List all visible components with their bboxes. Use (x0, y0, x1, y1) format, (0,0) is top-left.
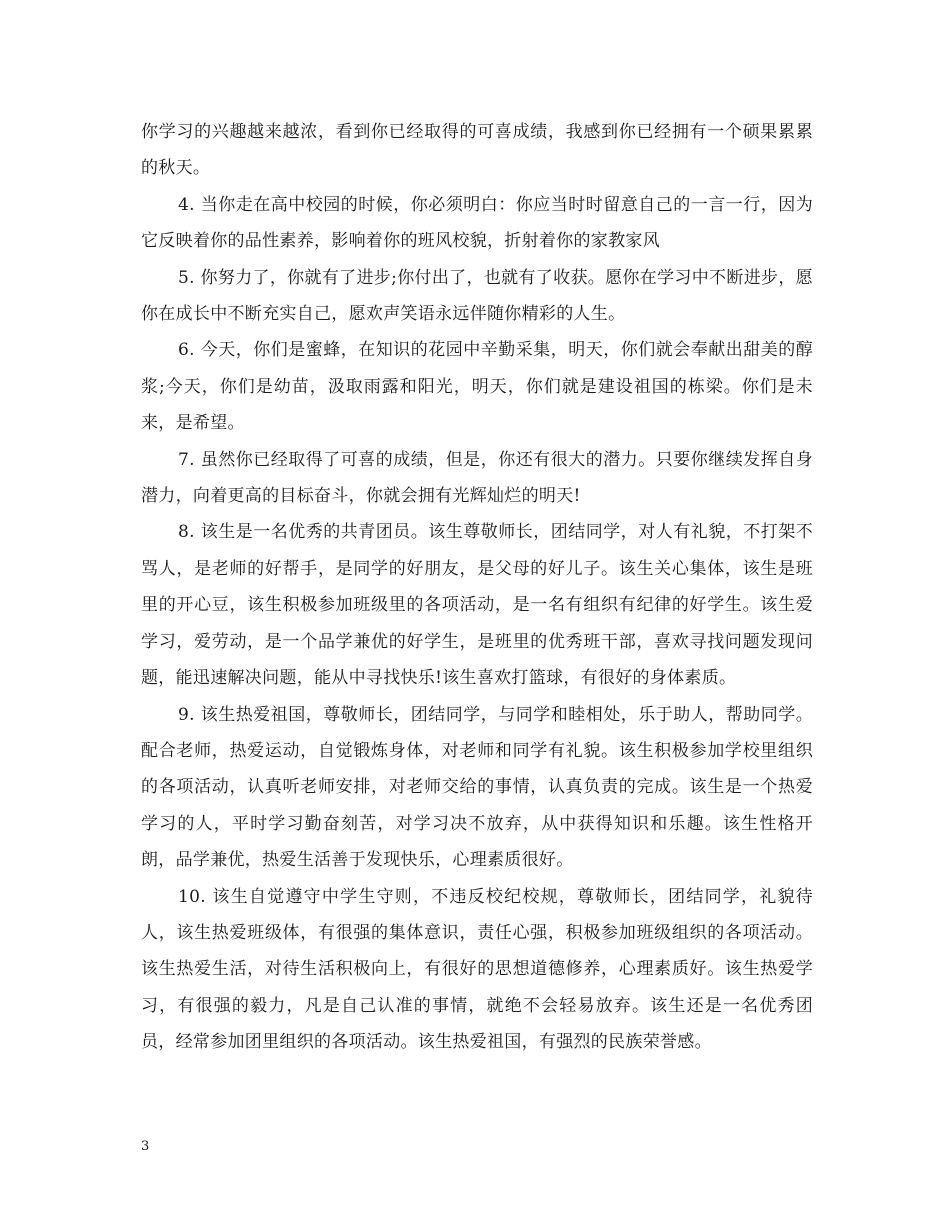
document-body (141, 114, 813, 1061)
paragraph-item-9: 9. 该生热爱祖国，尊敬师长，团结同学，与同学和睦相处，乐于助人，帮助同学。配合老师，热爱运动，自觉锻炼身体，对老师和同学有礼貌。该生积极参加学校里组织的各项活动，认真听老师安排，对老师交给的事情，认真负责的完成。该生是一个热爱学习的人，平时学习勤奋刻苦，对学习决不放弃，从中获得知识和乐趣。该生性格开朗，品学兼优，热爱生活善于发现快乐，心理素质很好。 (141, 704, 813, 871)
page-number: 3 (141, 1139, 150, 1154)
paragraph-item-5: 5. 你努力了，你就有了进步;你付出了，也就有了收获。愿你在学习中不断进步，愿你在成长中不断充实自己，愿欢声笑语永远伴随你精彩的人生。 (141, 267, 813, 325)
paragraph-item-7: 7. 虽然你已经取得了可喜的成绩，但是，你还有很大的潜力。只要你继续发挥自身潜力，向着更高的目标奋斗，你就会拥有光辉灿烂的明天! (141, 449, 813, 507)
paragraph-item-6: 6. 今天，你们是蜜蜂，在知识的花园中辛勤采集，明天，你们就会奉献出甜美的醇浆;今天，你们是幼苗，汲取雨露和阳光，明天，你们就是建设祖国的栋梁。你们是未来，是希望。 (141, 340, 813, 434)
paragraph-item-10: 10. 该生自觉遵守中学生守则，不违反校纪校规，尊敬师长，团结同学，礼貌待人，该生热爱班级体，有很强的集体意识，责任心强，积极参加班级组织的各项活动。该生热爱生活，对待生活积极向上，有很好的思想道德修养，心理素质好。该生热爱学习，有很强的毅力，凡是自己认准的事情，就绝不会轻易放弃。该生还是一名优秀团员，经常参加团里组织的各项活动。该生热爱祖国，有强烈的民族荣誉感。 (141, 886, 813, 1053)
paragraph-item-8: 8. 该生是一名优秀的共青团员。该生尊敬师长，团结同学，对人有礼貌，不打架不骂人，是老师的好帮手，是同学的好朋友，是父母的好儿子。该生关心集体，该生是班里的开心豆，该生积极参加班级里的各项活动，是一名有组织有纪律的好学生。该生爱学习，爱劳动，是一个品学兼优的好学生，是班里的优秀班干部，喜欢寻找问题发现问题，能迅速解决问题，能从中寻找快乐!该生喜欢打篮球，有很好的身体素质。 (141, 522, 813, 689)
paragraph-item-4: 4. 当你走在高中校园的时候，你必须明白：你应当时时留意自己的一言一行，因为它反映着你的品性素养，影响着你的班风校貌，折射着你的家教家风 (141, 194, 813, 252)
paragraph-continuation: 你学习的兴趣越来越浓，看到你已经取得的可喜成绩，我感到你已经拥有一个硕果累累的秋天。 (141, 122, 813, 179)
